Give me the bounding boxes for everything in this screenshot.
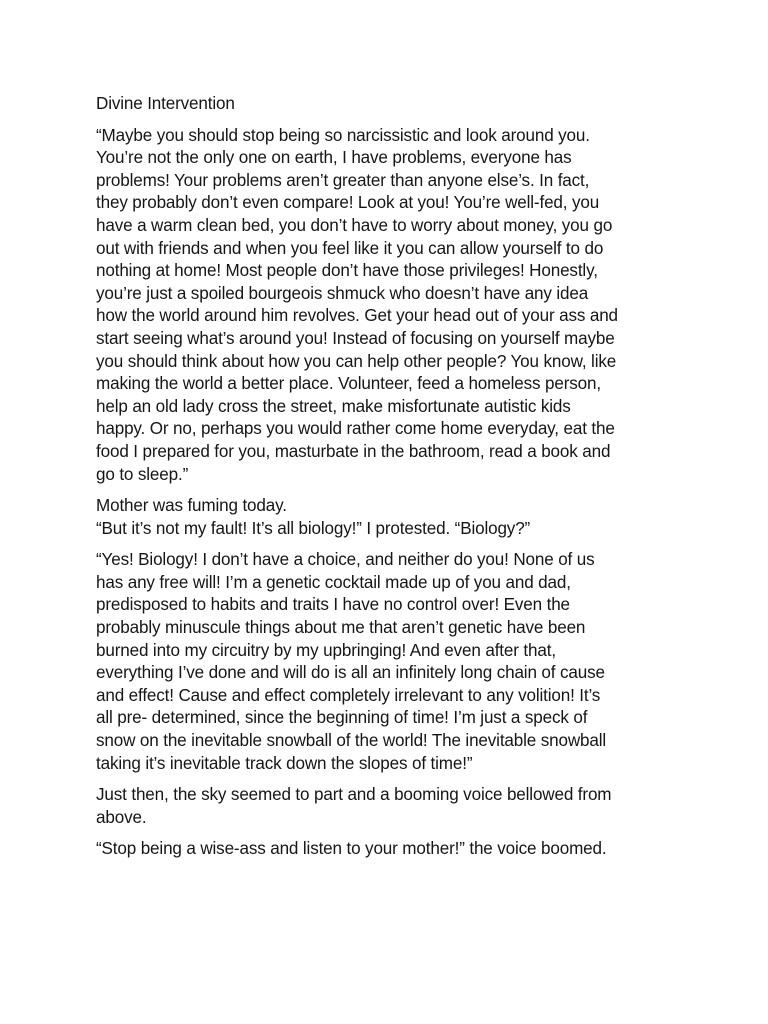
text-line: “Maybe you should stop being so narcissistic and look around you. — [96, 125, 590, 145]
text-line: Mother was fuming today. — [96, 496, 287, 516]
text-line: you’re just a spoiled bourgeois shmuck who doesn’t have any idea — [96, 283, 589, 303]
text-line: they probably don’t even compare! Look at you! You’re well-fed, you — [96, 193, 600, 213]
text-line: out with friends and when you feel like it you can allow yourself to do — [96, 238, 604, 258]
text-line: Just then, the sky seemed to part and a booming voice bellowed from — [96, 785, 612, 805]
document-page — [96, 93, 686, 870]
text-line: burned into my circuitry by my upbringing! And even after that, — [96, 640, 556, 660]
text-line: all pre- determined, since the beginning of time! I’m just a speck of — [96, 708, 588, 728]
text-line: “Stop being a wise-ass and listen to your mother!” the voice boomed. — [96, 839, 607, 859]
text-line: probably minuscule things about me that aren’t genetic have been — [96, 618, 586, 638]
paragraph-sky-parts — [96, 784, 686, 829]
text-line: nothing at home! Most people don’t have those privileges! Honestly, — [96, 261, 598, 281]
text-line: happy. Or no, perhaps you would rather come home everyday, eat the — [96, 419, 615, 439]
document-title: Divine Intervention — [96, 94, 235, 113]
text-line: making the world a better place. Volunteer, feed a homeless person, — [96, 374, 601, 394]
paragraph-biology-reply — [96, 549, 686, 775]
paragraph-voice-booms — [96, 838, 686, 861]
text-line: everything I’ve done and will do is all an infinitely long chain of cause — [96, 663, 605, 683]
text-line: problems! Your problems aren’t greater than anyone else’s. In fact, — [96, 170, 590, 190]
text-line: You’re not the only one on earth, I have problems, everyone has — [96, 148, 572, 168]
text-line: has any free will! I’m a genetic cocktail made up of you and dad, — [96, 572, 571, 592]
text-line: above. — [96, 807, 147, 827]
text-line: predisposed to habits and traits I have no control over! Even the — [96, 595, 570, 615]
text-line: how the world around him revolves. Get your head out of your ass and — [96, 306, 618, 326]
text-line: snow on the inevitable snowball of the world! The inevitable snowball — [96, 731, 607, 751]
text-line: food I prepared for you, masturbate in the bathroom, read a book and — [96, 441, 611, 461]
paragraph-mother-rant — [96, 125, 686, 487]
text-line: “Yes! Biology! I don’t have a choice, and neither do you! None of us — [96, 550, 595, 570]
text-line: go to sleep.” — [96, 464, 189, 484]
text-line: help an old lady cross the street, make misfortunate autistic kids — [96, 396, 571, 416]
text-line: and effect! Cause and effect completely irrelevant to any volition! It’s — [96, 685, 601, 705]
text-line: have a warm clean bed, you don’t have to worry about money, you go — [96, 215, 613, 235]
text-line: taking it’s inevitable track down the slopes of time!” — [96, 753, 473, 773]
text-line: you should think about how you can help other people? You know, like — [96, 351, 617, 371]
text-line: start seeing what’s around you! Instead of focusing on yourself maybe — [96, 328, 615, 348]
text-line: “But it’s not my fault! It’s all biology!” I protested. “Biology?” — [96, 518, 531, 538]
paragraph-mother-fuming — [96, 495, 686, 540]
